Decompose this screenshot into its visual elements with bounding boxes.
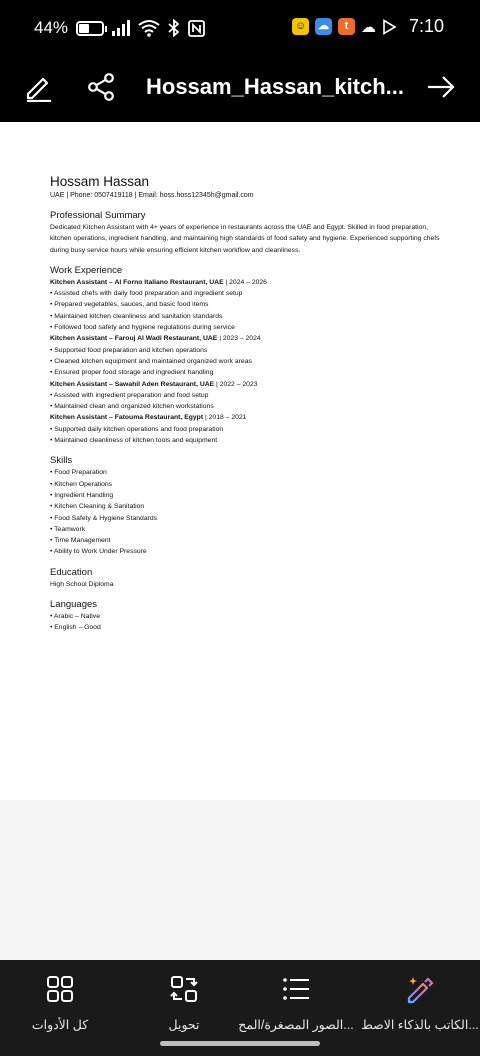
skills-heading: Skills: [50, 455, 73, 467]
job-period: | 2024 – 2026: [223, 278, 267, 286]
share-icon[interactable]: [86, 72, 116, 102]
job-bullet: • Ensured proper food storage and ingredient handling: [50, 369, 214, 377]
job-bullet: • Supported daily kitchen operations and food preparation: [50, 425, 224, 433]
convert-icon: [169, 974, 199, 1004]
document-title: Hossam_Hassan_kitch...: [146, 74, 405, 99]
languages-heading: Languages: [50, 599, 98, 611]
grid-icon: [45, 974, 75, 1004]
clock: 7:10: [408, 16, 444, 36]
job-period: | 2022 – 2023: [214, 380, 258, 388]
weather-app-icon: ☁: [315, 18, 332, 35]
job-entry: [50, 277, 440, 333]
job-bullet: • Maintained clean and organized kitchen workstations: [50, 403, 214, 411]
job-entry: [50, 412, 440, 446]
all-tools-button[interactable]: [0, 974, 120, 1032]
summary-heading: Professional Summary: [50, 210, 146, 221]
bluetooth-icon: [168, 19, 180, 37]
skill-item: • Food Preparation: [50, 469, 107, 477]
resume-name: Hossam Hassan: [50, 174, 150, 189]
language-item: • English – Good: [50, 624, 101, 632]
job-title-line: [50, 333, 440, 344]
wifi-icon: [138, 19, 160, 37]
job-bullet: • Assisted with ingredient preparation and food setup: [50, 391, 209, 399]
skill-item: • Kitchen Operations: [50, 480, 113, 488]
ai-writer-button[interactable]: [360, 974, 480, 1032]
edit-pencil-icon[interactable]: [24, 72, 54, 102]
summary-text: Dedicated Kitchen Assistant with 4+ years of experience in restaurants across the UAE and Egypt. Skilled in food preparation, kitchen operations, ingredient handling, and maintaining high standards of food safety and hygiene. Experienced supporting chefs during busy service hours while ensuring efficient kitchen workflow and cleanliness.: [50, 224, 440, 254]
nfc-icon: [188, 20, 205, 37]
job-entry: [50, 379, 440, 413]
education-heading: Education: [50, 566, 93, 578]
skill-item: • Ingredient Handling: [50, 491, 114, 499]
job-title: Kitchen Assistant – Fatouma Restaurant, Egypt: [50, 414, 204, 422]
job-bullet: • Maintained kitchen cleanliness and sanitation standards: [50, 312, 223, 320]
job-title-line: [50, 277, 440, 288]
status-right: [292, 16, 444, 37]
document-viewer[interactable]: [0, 122, 480, 960]
job-title-line: [50, 412, 440, 423]
arrow-right-icon[interactable]: [426, 72, 456, 102]
thumbnails-button[interactable]: [236, 974, 356, 1032]
battery-percent: 44%: [34, 18, 69, 37]
status-left: [34, 18, 205, 38]
language-item: • Arabic – Native: [50, 613, 100, 621]
job-bullet: • Cleaned kitchen equipment and maintained organized work areas: [50, 357, 252, 365]
battery-icon: [76, 21, 104, 36]
job-bullet: • Maintained cleanliness of kitchen tools and equipment: [50, 437, 218, 445]
all-tools-label: كل الأدوات: [31, 1018, 89, 1032]
job-period: | 2023 – 2024: [217, 335, 261, 343]
skills-list: [50, 467, 440, 557]
job-period: | 2018 – 2021: [203, 414, 247, 422]
job-bullet: • Assisted chefs with daily food preparation and ingredient setup: [50, 290, 243, 298]
convert-label: تحويل: [168, 1018, 200, 1032]
status-bar: [0, 0, 480, 58]
home-indicator[interactable]: [160, 1041, 320, 1046]
job-bullet: • Prepared vegetables, sauces, and basic food items: [50, 301, 209, 309]
ai-pen-sparkle-icon: [405, 974, 435, 1004]
resume-content: [50, 174, 440, 634]
job-entry: [50, 333, 440, 378]
job-bullet: • Followed food safety and hygiene regulations during service: [50, 324, 235, 332]
thumbnails-label: الصور المصغرة/المح...: [238, 1018, 354, 1032]
top-app-bar: [0, 58, 480, 122]
skill-item: • Teamwork: [50, 525, 86, 533]
play-store-icon: [382, 19, 397, 35]
education-text: High School Diploma: [50, 580, 114, 588]
experience-heading: Work Experience: [50, 264, 123, 276]
job-title-line: [50, 379, 440, 390]
skill-item: • Food Safety & Hygiene Standards: [50, 514, 158, 522]
resume-page: [0, 122, 480, 800]
list-icon: [281, 974, 311, 1004]
smiley-app-icon: ☺: [292, 18, 309, 35]
signal-icon: [112, 20, 130, 36]
convert-button[interactable]: [124, 974, 244, 1032]
job-title: Kitchen Assistant – Sawahil Aden Restaurant, UAE: [50, 380, 215, 388]
cloud-icon: ☁: [360, 18, 376, 36]
job-title: Kitchen Assistant – Al Forno Italiano Restaurant, UAE: [50, 278, 224, 286]
skill-item: • Ability to Work Under Pressure: [50, 548, 147, 556]
job-bullet: • Supported food preparation and kitchen operations: [50, 346, 208, 354]
resume-contact: UAE | Phone: 0507419118 | Email: hoss.hoss12345h@gmail.com: [50, 192, 254, 199]
skill-item: • Time Management: [50, 537, 111, 545]
job-title: Kitchen Assistant – Farouj Al Wadi Restaurant, UAE: [50, 335, 218, 343]
ai-writer-label: الكاتب بالذكاء الاصط...: [361, 1018, 479, 1032]
t-app-icon: t: [338, 18, 355, 35]
skill-item: • Kitchen Cleaning & Sanitation: [50, 503, 145, 511]
